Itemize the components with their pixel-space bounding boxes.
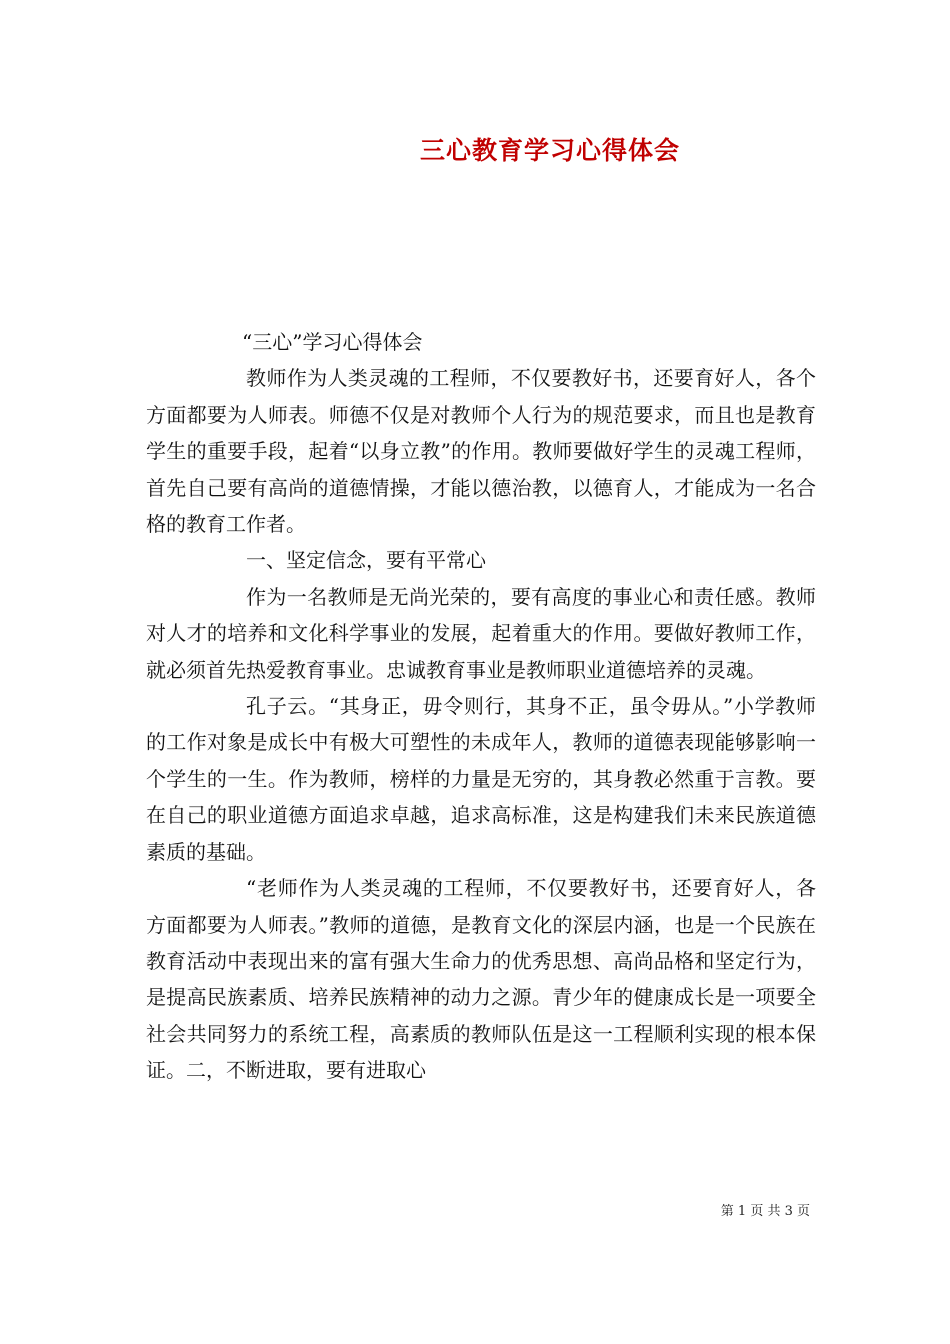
- paragraph-confucius: 孔子云。“其身正，毋令则行，其身不正，虽令毋从。”小学教师的工作对象是成长中有极大可塑性的未成年人，教师的道德表现能够影响一个学生的一生。作为教师，榜样的力量是无穷的，其身教必然重于言教。要在自己的职业道德方面追求卓越，追求高标准，这是构建我们未来民族道德素质的基础。: [146, 694, 816, 864]
- document-title: 三心教育学习心得体会: [419, 136, 680, 165]
- section-heading-1: 一、坚定信念，要有平常心: [246, 548, 486, 573]
- page-number: 第 1 页 共 3 页: [720, 1204, 810, 1219]
- paragraph-section-1: 作为一名教师是无尚光荣的，要有高度的事业心和责任感。教师对人才的培养和文化科学事业的发展，起着重大的作用。要做好教师工作，就必须首先热爱教育事业。忠诚教育事业是教师职业道德培养的灵魂。: [146, 584, 816, 682]
- paragraph-teacher-morality: “老师作为人类灵魂的工程师，不仅要教好书，还要育好人，各方面都要为人师表。”教师的道德，是教育文化的深层内涵，也是一个民族在教育活动中表现出来的富有强大生命力的优秀思想、高尚品格和坚定行为，是提高民族素质、培养民族精神的动力之源。青少年的健康成长是一项要全社会共同努力的系统工程，高素质的教师队伍是这一工程顺利实现的根本保证。二，不断进取，要有进取心: [146, 876, 816, 1083]
- paragraph-intro: 教师作为人类灵魂的工程师，不仅要教好书，还要育好人，各个方面都要为人师表。师德不仅是对教师个人行为的规范要求，而且也是教育学生的重要手段，起着“以身立教”的作用。教师要做好学生的灵魂工程师，首先自己要有高尚的道德情操，才能以德治教，以德育人，才能成为一名合格的教育工作者。: [146, 366, 816, 537]
- document-body: [146, 324, 816, 1089]
- document-subtitle: “三心”学习心得体会: [242, 330, 423, 354]
